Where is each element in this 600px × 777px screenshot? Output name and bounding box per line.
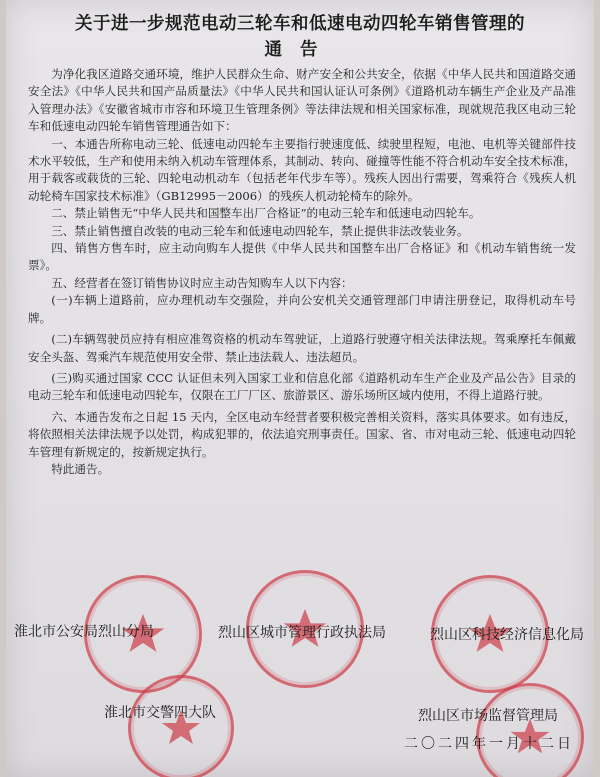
notice-title: 关于进一步规范电动三轮车和低速电动四轮车销售管理的 [75, 14, 525, 34]
signatory-tech-economy: 烈山区科技经济信息化局 [430, 627, 584, 643]
clause-4: 四、销售方售车时，应主动向购车人提供《中华人民共和国整车出厂合格证》和《机动车销售统一发票》。 [28, 241, 576, 273]
clause-5: 五、经营者在签订销售协议时应主动告知购车人以下内容： [51, 275, 353, 290]
signatory-traffic-police: 淮北市交警四大队 [104, 705, 216, 721]
clause-6: 六、本通告发布之日起 15 天内，全区电动车经营者要积极完善相关资料，落实具体要求。如有违反，将依照相关法律法规予以处罚，构成犯罪的，依法追究刑事责任。国家、省、市对电动三轮、低速电动四轮车管理有新规定的，按新规定执行。 [28, 409, 576, 459]
clause-2: 二、禁止销售无“中华人民共和国整车出厂合格证”的电动三轮车和低速电动四轮车。 [51, 206, 481, 221]
signatory-public-security: 淮北市公安局烈山分局 [14, 624, 154, 640]
clause-5-item-3: (三)购买通过国家 CCC 认证但未列入国家工业和信息化部《道路机动车生产企业及产品公告》目录的电动三轮车和低速电动四轮车，仅限在工厂厂区、旅游景区、游乐场所区域内使用，不得上道路行驶。 [28, 370, 576, 403]
notice-date: 二〇二四年一月十二日 [404, 736, 574, 752]
seal-market-supervision-stamp [476, 683, 584, 777]
intro-paragraph: 为净化我区道路交通环境，维护人民群众生命、财产安全和公共安全，依据《中华人民共和国道路交通安全法》《中华人民共和国产品质量法》《中华人民共和国认证认可条例》《道路机动车辆生产企业及产品准入管理办法》《安徽省城市市容和环境卫生管理条例》等法律法规和相关国家标准，现就规范我区电动三轮车和低速电动四轮车销售管理通告如下： [28, 67, 576, 134]
notice-document [6, 0, 594, 777]
signatory-urban-management: 烈山区城市管理行政执法局 [218, 625, 386, 641]
clause-1: 一、本通告所称电动三轮、低速电动四轮车主要指行驶速度低、续驶里程短，电池、电机等关键部件技术水平较低，生产和使用未纳入机动车管理体系，其制动、转向、碰撞等性能不符合机动车安全技术标准，用于载客或载货的三轮、四轮电动机动车（包括老年代步车等）。残疾人因出行需要，驾乘符合《残疾人机动轮椅车国家技术标准》（GB12995－2006）的残疾人机动轮椅车的除外。 [28, 136, 576, 203]
notice-body [28, 66, 576, 478]
clause-5-item-1: (一)车辆上道路前，应办理机动车交强险，并向公安机关交通管理部门申请注册登记，取得机动车号牌。 [28, 293, 576, 325]
closing-phrase: 特此通告。 [51, 461, 110, 476]
clause-3: 三、禁止销售擅自改装的电动三轮车和低速电动四轮车，禁止提供非法改装业务。 [51, 223, 469, 238]
notice-title-suffix: 通告 [264, 40, 336, 60]
signatory-market-supervision: 烈山区市场监督管理局 [418, 708, 558, 724]
seal-traffic-police-stamp [128, 675, 234, 777]
clause-5-item-2: (二)车辆驾驶员应持有相应准驾资格的机动车驾驶证，上道路行驶遵守相关法律法规。驾乘摩托车佩戴安全头盔、驾乘汽车规范使用安全带、禁止违法载人、违法超员。 [28, 332, 576, 364]
